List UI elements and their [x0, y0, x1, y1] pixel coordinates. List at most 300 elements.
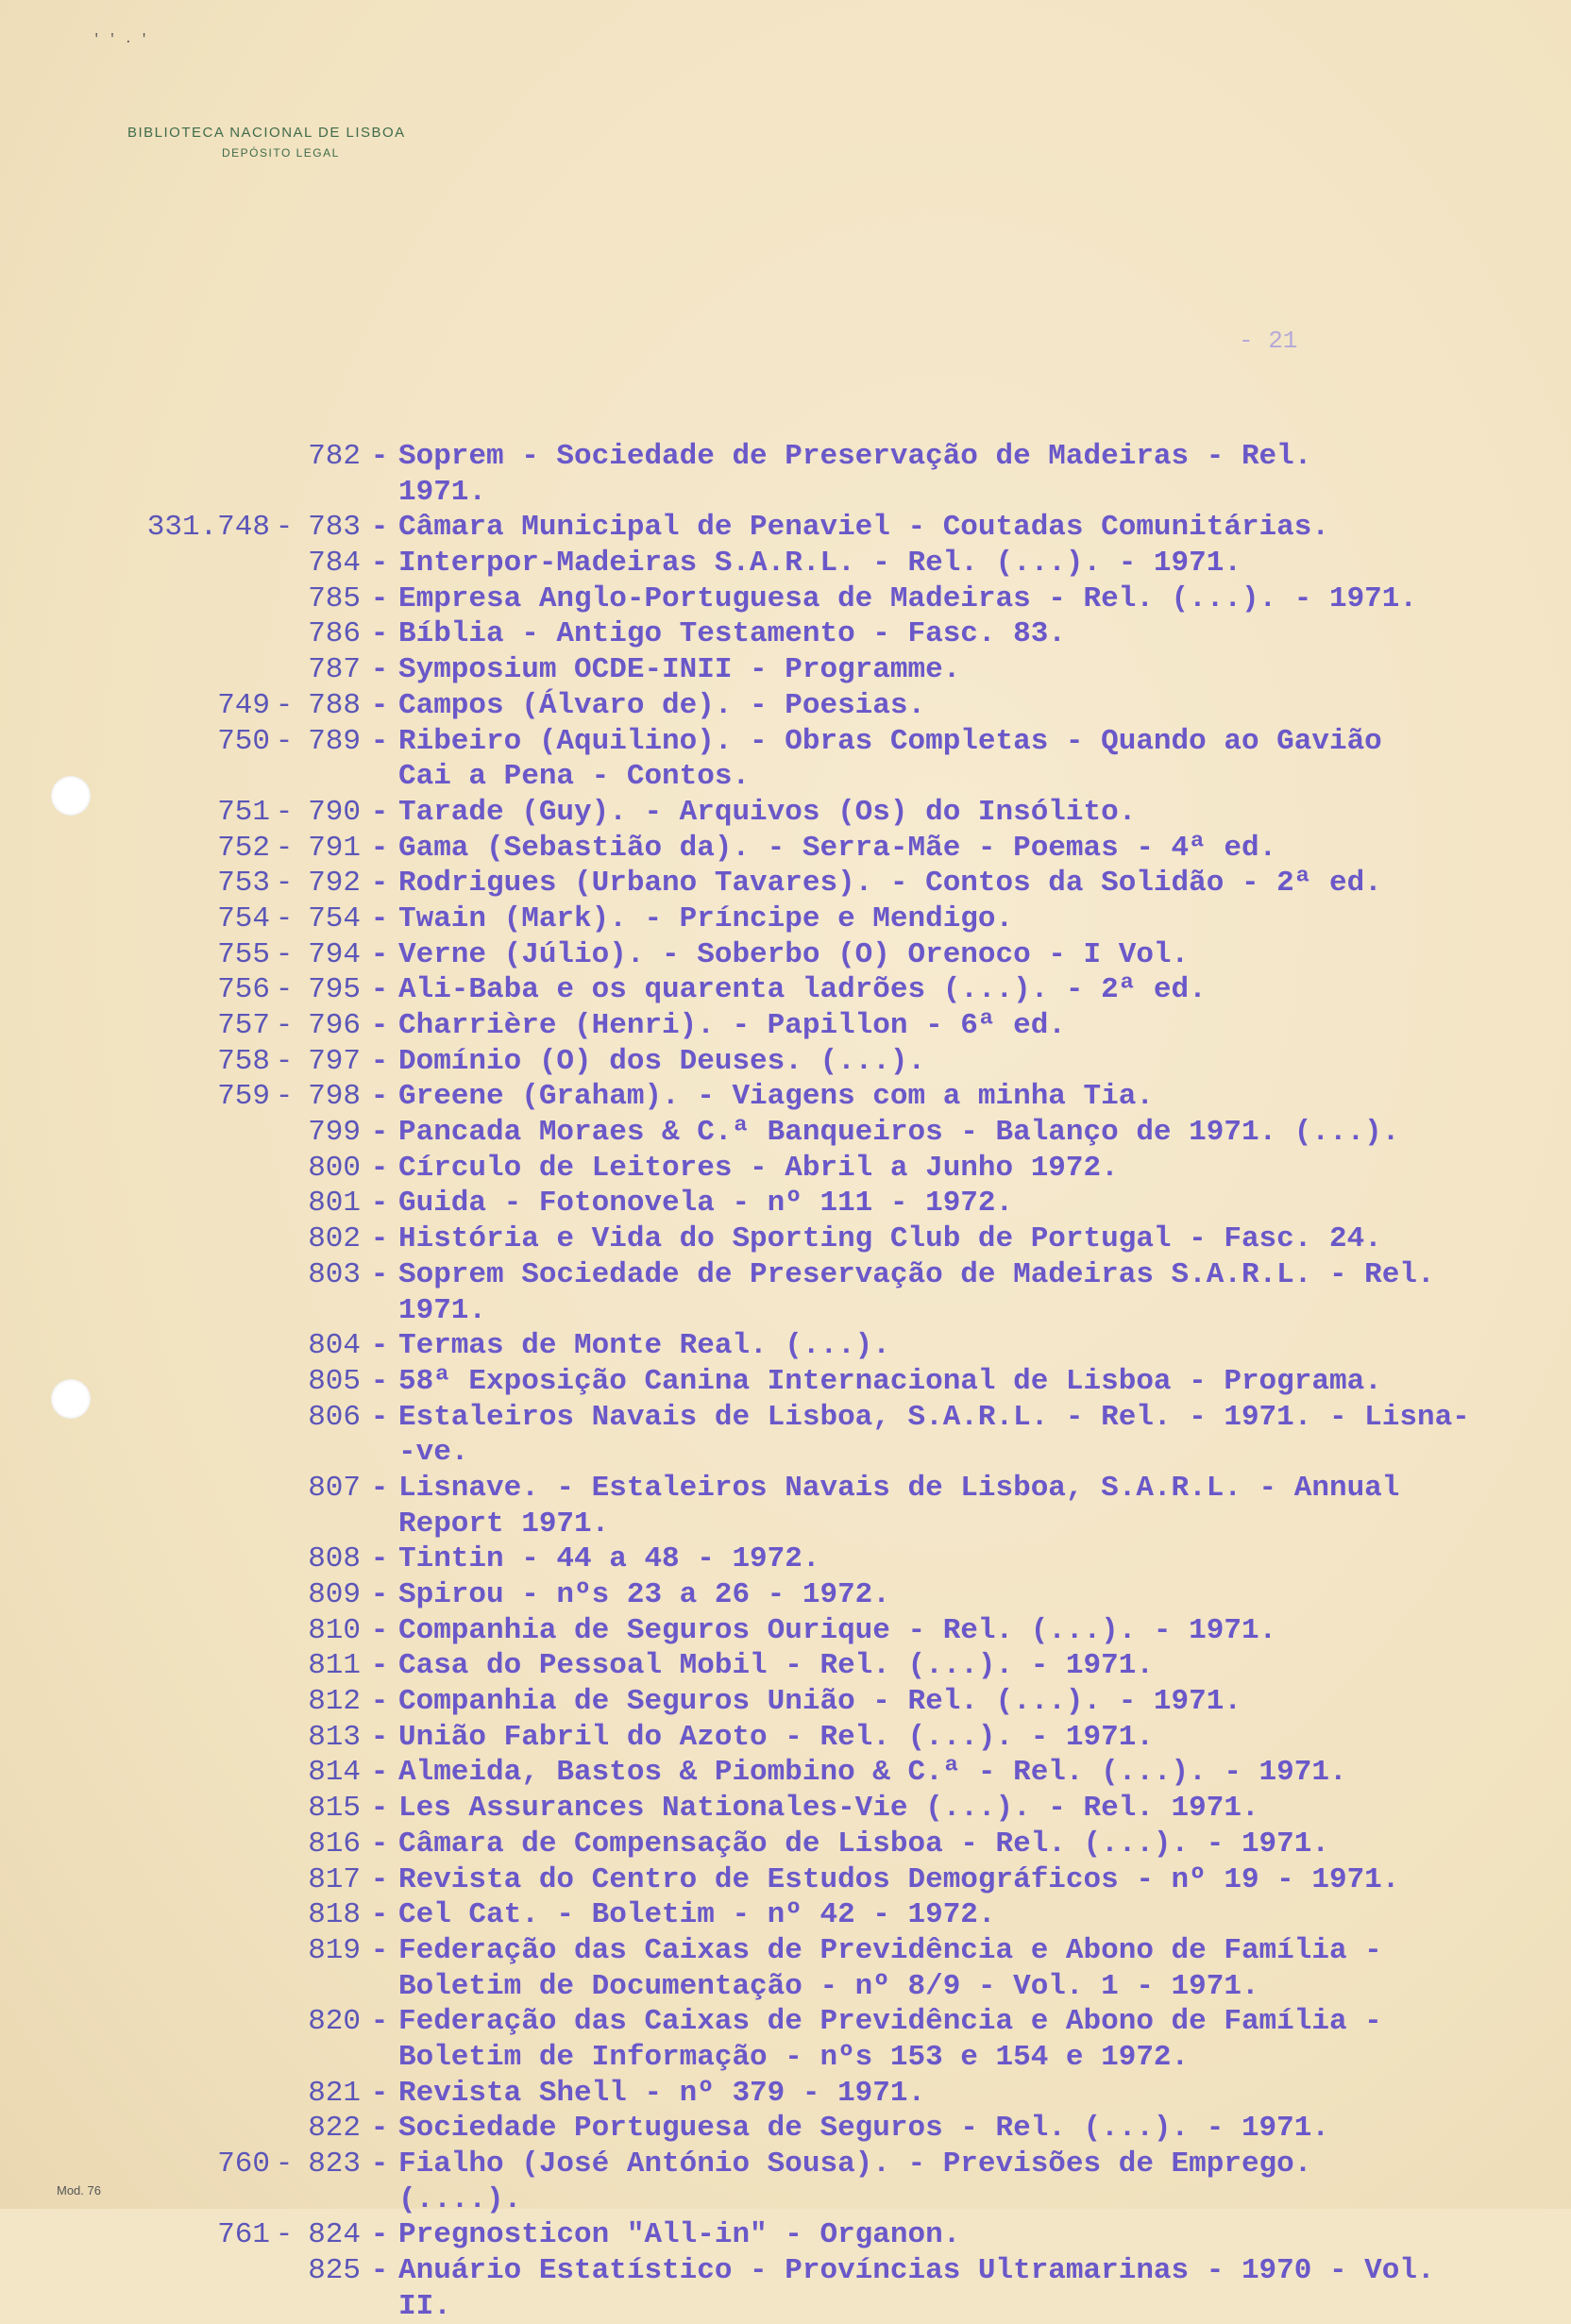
separator: - [370, 1151, 389, 1185]
old-number [104, 1541, 270, 1577]
ledger-row [104, 831, 1520, 867]
entry-number: 822 [308, 2112, 361, 2146]
separator: - [275, 2218, 294, 2252]
separator: - [370, 2254, 389, 2288]
separator: - [370, 1649, 389, 1683]
old-number: 756 [217, 973, 270, 1007]
separator: - [370, 688, 389, 722]
ledger-row [104, 2111, 1520, 2147]
separator: - [370, 1116, 389, 1150]
entry-title: Soprem - Sociedade de Preservação de Madeiras - Rel. [398, 440, 1312, 473]
separator [270, 2004, 298, 2040]
ledger-row [104, 1471, 1520, 1507]
old-number [104, 1221, 270, 1257]
separator [270, 2253, 298, 2289]
entry-number: 819 [308, 1933, 361, 1967]
department-name: DEPÓSITO LEGAL [222, 146, 340, 160]
old-number [104, 1827, 270, 1862]
entry-number: 812 [308, 1685, 361, 1719]
entry-number: 809 [308, 1578, 361, 1611]
separator [270, 1648, 298, 1684]
ledger-row [104, 1897, 1520, 1933]
ledger-row [104, 1755, 1520, 1791]
ledger-row [104, 1115, 1520, 1151]
old-number: 753 [217, 867, 270, 901]
entry-number: 795 [308, 973, 361, 1007]
separator: - [275, 1044, 294, 1078]
old-number [104, 616, 270, 652]
ledger-entries [104, 439, 1520, 2324]
entry-title: Pancada Moraes & C.ª Banqueiros - Balanço de 1971. (...). [398, 1116, 1400, 1150]
separator: - [370, 2112, 389, 2146]
entry-number: 792 [308, 867, 361, 901]
separator: - [370, 1329, 389, 1363]
separator: - [370, 937, 389, 971]
entry-number: 818 [308, 1898, 361, 1932]
entry-title: Gama (Sebastião da). - Serra-Mãe - Poemas - 4ª ed. [398, 831, 1277, 865]
entry-number: 798 [308, 1080, 361, 1114]
old-number: 759 [217, 1080, 270, 1114]
entry-title: Federação das Caixas de Previdência e Abono de Família - [398, 1933, 1382, 1967]
separator [270, 1186, 298, 1221]
separator: - [370, 1792, 389, 1826]
old-number: 758 [217, 1044, 270, 1078]
old-number [104, 2253, 270, 2289]
entry-number: 804 [308, 1329, 361, 1363]
separator [270, 581, 298, 617]
entry-number [298, 759, 361, 795]
ledger-row [104, 972, 1520, 1008]
ledger-row [104, 1400, 1520, 1436]
entry-number: 788 [308, 688, 361, 722]
old-number [104, 1400, 270, 1436]
separator: - [370, 1898, 389, 1932]
ledger-row [104, 546, 1520, 581]
separator: - [370, 901, 389, 935]
separator: - [370, 831, 389, 865]
separator [361, 2040, 398, 2076]
entry-title: (....). [398, 2182, 522, 2216]
separator [361, 2289, 398, 2324]
ledger-row [104, 1720, 1520, 1756]
separator: - [370, 867, 389, 901]
entry-number: 815 [308, 1792, 361, 1826]
entry-title: Estaleiros Navais de Lisboa, S.A.R.L. - Rel. - 1971. - Lisna- [398, 1400, 1470, 1434]
entry-title: Report 1971. [398, 1507, 610, 1541]
old-number: 760 [217, 2147, 270, 2181]
entry-title: Rodrigues (Urbano Tavares). - Contos da Solidão - 2ª ed. [398, 867, 1382, 901]
entry-number: 754 [308, 901, 361, 935]
ledger-row [104, 1435, 1520, 1471]
ledger-row [104, 688, 1520, 724]
old-number [104, 1897, 270, 1933]
separator [270, 475, 298, 511]
entry-title: Companhia de Seguros União - Rel. (...). - 1971. [398, 1685, 1242, 1719]
old-number: 761 [217, 2218, 270, 2252]
entry-title: Les Assurances Nationales-Vie (...). - Rel. 1971. [398, 1792, 1259, 1826]
old-number [104, 2040, 270, 2076]
ledger-row [104, 1827, 1520, 1862]
entry-number: 817 [308, 1862, 361, 1896]
entry-title: Círculo de Leitores - Abril a Junho 1972. [398, 1151, 1119, 1185]
entry-number: 783 [308, 511, 361, 545]
separator: - [275, 937, 294, 971]
entry-number: 816 [308, 1827, 361, 1861]
old-number [104, 1328, 270, 1364]
ledger-row [104, 901, 1520, 937]
ledger-row [104, 581, 1520, 617]
separator [270, 1720, 298, 1756]
ledger-row [104, 2182, 1520, 2218]
ledger-row [104, 1293, 1520, 1329]
entry-number [298, 1293, 361, 1329]
separator: - [275, 2147, 294, 2181]
ledger-row [104, 1791, 1520, 1827]
ledger-row [104, 2147, 1520, 2182]
entry-title: Empresa Anglo-Portuguesa de Madeiras - Rel. (...). - 1971. [398, 581, 1417, 615]
entry-title: Boletim de Informação - nºs 153 e 154 e 1972. [398, 2040, 1190, 2074]
entry-title: Boletim de Documentação - nº 8/9 - Vol. 1 - 1971. [398, 1969, 1259, 2003]
entry-title: História e Vida do Sporting Club de Portugal - Fasc. 24. [398, 1222, 1382, 1256]
entry-title: Almeida, Bastos & Piombino & C.ª - Rel. (...). - 1971. [398, 1756, 1347, 1790]
old-number [104, 1755, 270, 1791]
entry-number: 794 [308, 937, 361, 971]
old-number [104, 1435, 270, 1471]
entry-number [298, 475, 361, 511]
old-number [104, 1684, 270, 1720]
entry-number: 823 [308, 2147, 361, 2181]
separator [270, 1613, 298, 1649]
old-number [104, 1933, 270, 1969]
entry-number: 810 [308, 1613, 361, 1647]
separator [270, 1471, 298, 1507]
separator [270, 1862, 298, 1898]
separator: - [370, 617, 389, 651]
entry-title: Câmara Municipal de Penaviel - Coutadas Comunitárias. [398, 511, 1329, 545]
entry-number [298, 1435, 361, 1471]
ledger-row [104, 1648, 1520, 1684]
ledger-row [104, 1862, 1520, 1898]
ledger-row [104, 1151, 1520, 1187]
entry-number: 790 [308, 795, 361, 829]
separator: - [275, 901, 294, 935]
old-number [104, 1648, 270, 1684]
entry-number: 789 [308, 724, 361, 758]
old-number: 755 [217, 937, 270, 971]
separator [270, 1400, 298, 1436]
ledger-row [104, 2217, 1520, 2253]
entry-title: Sociedade Portuguesa de Seguros - Rel. (...). - 1971. [398, 2112, 1329, 2146]
old-number: 754 [217, 901, 270, 935]
entry-number [298, 1507, 361, 1542]
separator: - [370, 1400, 389, 1434]
old-number: 751 [217, 795, 270, 829]
entry-title: Campos (Álvaro de). - Poesias. [398, 688, 926, 722]
ledger-row [104, 1221, 1520, 1257]
ledger-row [104, 1328, 1520, 1364]
entry-title: Bíblia - Antigo Testamento - Fasc. 83. [398, 617, 1066, 651]
entry-title: União Fabril do Azoto - Rel. (...). - 1971. [398, 1720, 1154, 1754]
entry-number: 800 [308, 1151, 361, 1185]
entry-number: 808 [308, 1542, 361, 1576]
entry-title: Companhia de Seguros Ourique - Rel. (...). - 1971. [398, 1613, 1277, 1647]
separator [270, 2182, 298, 2218]
separator: - [370, 1044, 389, 1078]
separator [361, 475, 398, 511]
ledger-row [104, 2004, 1520, 2040]
separator [270, 1364, 298, 1400]
separator: - [275, 1080, 294, 1114]
entry-number [298, 1969, 361, 2005]
corner-mark: ' ' . ' [93, 32, 148, 47]
entry-title: Cai a Pena - Contos. [398, 760, 751, 794]
ledger-row [104, 1577, 1520, 1613]
old-number [104, 1791, 270, 1827]
entry-number: 801 [308, 1187, 361, 1221]
separator: - [275, 511, 294, 545]
entry-title: 1971. [398, 1293, 487, 1327]
separator [270, 546, 298, 581]
separator: - [370, 1542, 389, 1576]
separator: - [370, 1685, 389, 1719]
entry-title: Federação das Caixas de Previdência e Abono de Família - [398, 2005, 1382, 2039]
punch-hole [51, 776, 91, 816]
separator: - [370, 1257, 389, 1291]
entry-title: Câmara de Compensação de Lisboa - Rel. (...). - 1971. [398, 1827, 1329, 1861]
entry-number: 805 [308, 1364, 361, 1398]
separator: - [275, 867, 294, 901]
ledger-row [104, 759, 1520, 795]
separator [361, 1435, 398, 1471]
separator [270, 1328, 298, 1364]
library-header [127, 125, 406, 160]
ledger-row [104, 1364, 1520, 1400]
entry-title: Guida - Fotonovela - nº 111 - 1972. [398, 1187, 1014, 1221]
page-number: - 21 [1239, 327, 1298, 355]
ledger-row [104, 1186, 1520, 1221]
separator: - [275, 831, 294, 865]
entry-number: 784 [308, 547, 361, 581]
entry-title: Fialho (José António Sousa). - Previsões de Emprego. [398, 2147, 1312, 2181]
entry-title: Pregnosticon "All-in" - Organon. [398, 2218, 961, 2252]
entry-number: 821 [308, 2076, 361, 2110]
old-number [104, 2111, 270, 2147]
entry-title: Termas de Monte Real. (...). [398, 1329, 890, 1363]
separator [270, 1257, 298, 1293]
separator: - [370, 1720, 389, 1754]
separator [270, 1507, 298, 1542]
separator [270, 1969, 298, 2005]
old-number [104, 1720, 270, 1756]
entry-title: Soprem Sociedade de Preservação de Madeiras S.A.R.L. - Rel. [398, 1257, 1435, 1291]
entry-title: Twain (Mark). - Príncipe e Mendigo. [398, 901, 1014, 935]
separator: - [370, 581, 389, 615]
entry-title: Revista Shell - nº 379 - 1971. [398, 2076, 926, 2110]
separator [270, 1435, 298, 1471]
separator [270, 2076, 298, 2112]
punch-hole [51, 1379, 91, 1419]
ledger-row [104, 652, 1520, 688]
old-number [104, 2004, 270, 2040]
separator: - [275, 973, 294, 1007]
ledger-row [104, 1507, 1520, 1542]
separator [270, 1151, 298, 1187]
separator: - [370, 1933, 389, 1967]
old-number [104, 1613, 270, 1649]
ledger-row [104, 616, 1520, 652]
ledger-row [104, 795, 1520, 831]
separator: - [370, 1578, 389, 1611]
ledger-row [104, 439, 1520, 475]
separator [361, 1293, 398, 1329]
separator [270, 1897, 298, 1933]
ledger-row [104, 1008, 1520, 1044]
old-number [104, 581, 270, 617]
old-number: 331.748 [146, 511, 270, 545]
entry-title: Cel Cat. - Boletim - nº 42 - 1972. [398, 1898, 996, 1932]
old-number [104, 1186, 270, 1221]
separator [270, 2040, 298, 2076]
old-number [104, 475, 270, 511]
separator: - [370, 1613, 389, 1647]
ledger-row [104, 475, 1520, 511]
old-number [104, 1862, 270, 1898]
entry-number [298, 2182, 361, 2218]
old-number [104, 1507, 270, 1542]
ledger-row [104, 2040, 1520, 2076]
ledger-row [104, 1969, 1520, 2005]
separator: - [275, 688, 294, 722]
old-number [104, 1364, 270, 1400]
ledger-row [104, 2289, 1520, 2324]
entry-number: 791 [308, 831, 361, 865]
entry-number: 782 [308, 440, 361, 473]
ledger-row [104, 1684, 1520, 1720]
ledger-row [104, 937, 1520, 973]
separator [270, 1791, 298, 1827]
old-number [104, 2076, 270, 2112]
old-number [104, 2289, 270, 2324]
separator [270, 1684, 298, 1720]
entry-number: 813 [308, 1720, 361, 1754]
entry-number: 802 [308, 1222, 361, 1256]
separator: - [370, 973, 389, 1007]
separator [361, 1507, 398, 1542]
separator: - [370, 1471, 389, 1505]
entry-title: Greene (Graham). - Viagens com a minha Tia. [398, 1080, 1154, 1114]
entry-title: 1971. [398, 475, 487, 509]
entry-number: 796 [308, 1009, 361, 1042]
old-number: 749 [217, 688, 270, 722]
separator: - [370, 440, 389, 473]
entry-title: Lisnave. - Estaleiros Navais de Lisboa, S.A.R.L. - Annual [398, 1471, 1400, 1505]
entry-title: Casa do Pessoal Mobil - Rel. (...). - 1971. [398, 1649, 1154, 1683]
ledger-row [104, 2076, 1520, 2112]
old-number [104, 1115, 270, 1151]
separator: - [370, 1080, 389, 1114]
ledger-row [104, 510, 1520, 546]
ledger-row [104, 1613, 1520, 1649]
entry-title: II. [398, 2289, 451, 2323]
separator: - [370, 1187, 389, 1221]
entry-title: -ve. [398, 1436, 469, 1470]
separator [270, 1293, 298, 1329]
old-number [104, 546, 270, 581]
separator: - [370, 653, 389, 687]
separator [270, 1577, 298, 1613]
entry-number: 824 [308, 2218, 361, 2252]
separator: - [370, 2147, 389, 2181]
entry-number: 803 [308, 1257, 361, 1291]
separator: - [370, 1364, 389, 1398]
entry-number: 787 [308, 653, 361, 687]
entry-title: 58ª Exposição Canina Internacional de Lisboa - Programa. [398, 1364, 1382, 1398]
entry-number [298, 2040, 361, 2076]
ledger-row [104, 724, 1520, 760]
separator [270, 616, 298, 652]
separator: - [370, 1009, 389, 1042]
entry-number: 786 [308, 617, 361, 651]
separator: - [370, 1827, 389, 1861]
separator: - [275, 795, 294, 829]
entry-title: Tarade (Guy). - Arquivos (Os) do Insólito. [398, 795, 1137, 829]
old-number [104, 652, 270, 688]
old-number [104, 2182, 270, 2218]
old-number [104, 439, 270, 475]
separator: - [370, 2005, 389, 2039]
entry-number: 799 [308, 1116, 361, 1150]
separator [270, 1933, 298, 1969]
entry-title: Symposium OCDE-INII - Programme. [398, 653, 961, 687]
entry-title: Ribeiro (Aquilino). - Obras Completas - Quando ao Gavião [398, 724, 1382, 758]
old-number [104, 1293, 270, 1329]
entry-number: 814 [308, 1756, 361, 1790]
separator [270, 1541, 298, 1577]
separator [361, 2182, 398, 2218]
separator [361, 1969, 398, 2005]
separator [270, 1221, 298, 1257]
entry-title: Anuário Estatístico - Províncias Ultramarinas - 1970 - Vol. [398, 2254, 1435, 2288]
entry-title: Tintin - 44 a 48 - 1972. [398, 1542, 820, 1576]
entry-number: 797 [308, 1044, 361, 1078]
separator: - [370, 795, 389, 829]
old-number [104, 1151, 270, 1187]
separator [270, 1827, 298, 1862]
ledger-row [104, 1541, 1520, 1577]
entry-number: 811 [308, 1649, 361, 1683]
old-number [104, 1257, 270, 1293]
old-number [104, 1471, 270, 1507]
separator [270, 439, 298, 475]
separator [270, 1755, 298, 1791]
entry-title: Ali-Baba e os quarenta ladrões (...). - 2ª ed. [398, 973, 1207, 1007]
separator: - [370, 724, 389, 758]
old-number: 752 [217, 831, 270, 865]
entry-title: Spirou - nºs 23 a 26 - 1972. [398, 1578, 890, 1611]
separator [270, 652, 298, 688]
separator [270, 2289, 298, 2324]
separator: - [370, 1756, 389, 1790]
separator: - [370, 547, 389, 581]
entry-title: Charrière (Henri). - Papillon - 6ª ed. [398, 1009, 1066, 1042]
entry-title: Revista do Centro de Estudos Demográficos - nº 19 - 1971. [398, 1862, 1400, 1896]
entry-number: 825 [308, 2254, 361, 2288]
entry-title: Interpor-Madeiras S.A.R.L. - Rel. (...). - 1971. [398, 547, 1242, 581]
entry-number: 785 [308, 581, 361, 615]
ledger-row [104, 1079, 1520, 1115]
separator: - [370, 511, 389, 545]
separator [361, 759, 398, 795]
